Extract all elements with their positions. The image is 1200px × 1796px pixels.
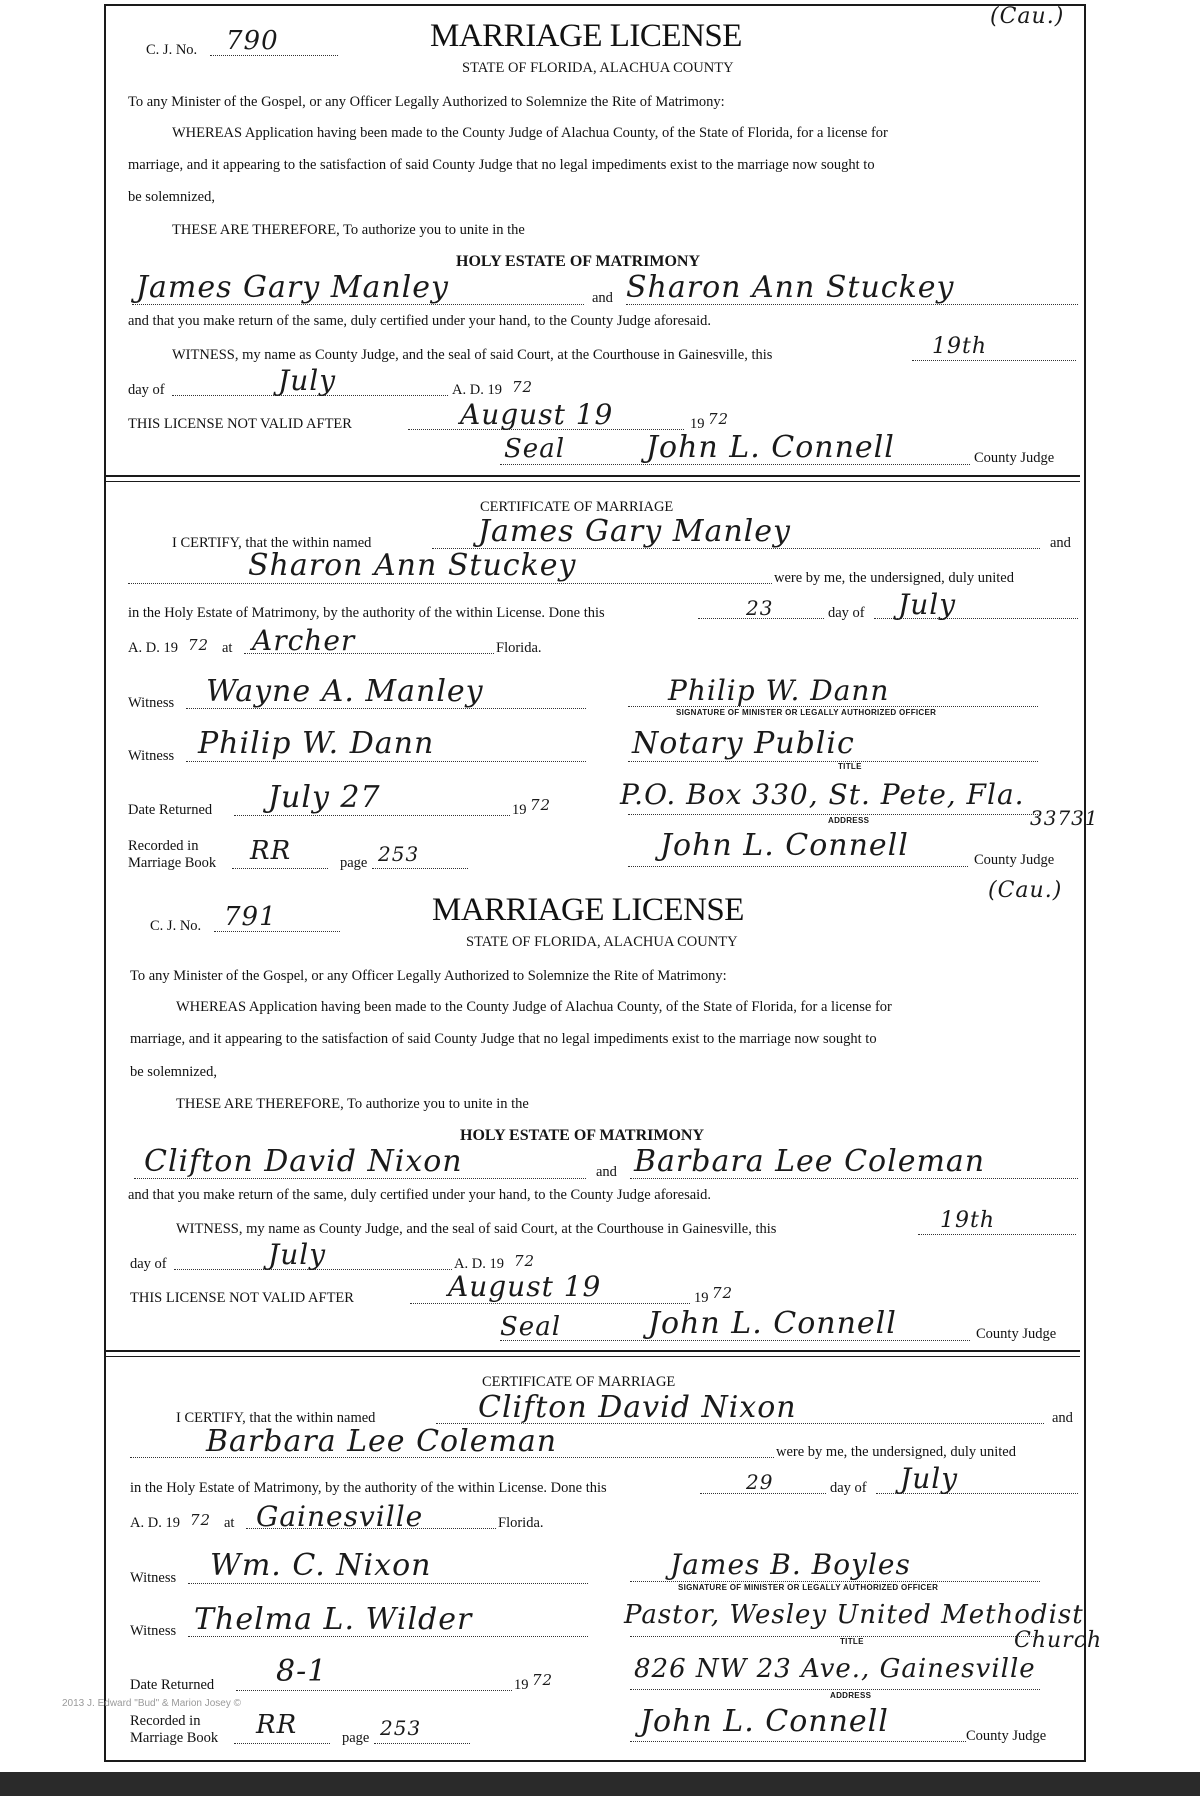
date-returned-line [236,1690,512,1691]
divider-top-2 [106,1350,1080,1352]
date-returned: July 27 [268,780,381,815]
day-of-label: day of [128,382,165,398]
and-word: and [592,290,613,306]
witness-day-line [912,360,1076,361]
license-month: July [268,1238,327,1271]
officer-signature: James B. Boyles [670,1548,911,1581]
cj-number: 791 [224,902,277,932]
cert-judge-line [630,1741,966,1742]
cj-label: C. J. No. [150,918,202,934]
officer-title-cont: Church [1014,1628,1103,1653]
judge-signature: John L. Connell [660,828,909,863]
not-valid-label: THIS LICENSE NOT VALID AFTER [130,1290,354,1306]
certify-label: I CERTIFY, that the within named [176,1410,376,1426]
bride-name: Barbara Lee Coleman [634,1144,986,1179]
not-valid-year: 72 [708,410,730,428]
at-label: at [224,1515,235,1531]
not-valid-date: August 19 [460,398,614,431]
book-line [232,868,328,869]
groom-name: Clifton David Nixon [144,1144,463,1179]
therefore-line: THESE ARE THEREFORE, To authorize you to unite in the [176,1096,529,1112]
certificate-heading: CERTIFICATE OF MARRIAGE [482,1374,676,1390]
date-returned-19: 19 [514,1677,529,1693]
witness1-name: Wayne A. Manley [206,674,484,709]
divider-bottom [106,481,1080,482]
county-judge-label: County Judge [966,1728,1047,1744]
title-caption: TITLE [840,1637,864,1646]
license-title: MARRIAGE LICENSE [430,18,742,54]
page-line [374,1743,470,1744]
scan-edge [0,1772,1200,1796]
page-label: page [340,855,368,871]
officer-title: Pastor, Wesley United Methodist [624,1600,1084,1630]
date-returned: 8-1 [276,1654,328,1689]
copyright-watermark: 2013 J. Edward "Bud" & Marion Josey © [62,1698,241,1709]
cert-year: 72 [190,1511,212,1529]
title-line [628,761,1038,762]
divider-bottom-2 [106,1356,1080,1357]
therefore-line: THESE ARE THEREFORE, To authorize you to unite in the [172,222,525,238]
date-returned-label: Date Returned [130,1677,215,1693]
divider-top [106,475,1080,477]
holy-estate-heading: HOLY ESTATE OF MATRIMONY [456,253,701,270]
cj-label: C. J. No. [146,42,198,58]
whereas-line-3: be solemnized, [128,189,215,205]
license-title: MARRIAGE LICENSE [432,892,744,928]
judge-signature: John L. Connell [640,1704,889,1739]
license-year: 72 [514,1252,536,1270]
whereas-line-1: WHEREAS Application having been made to the County Judge of Alachua County, of the State of Florida, for a license for [176,999,892,1015]
witness2-line [186,761,586,762]
place-name: Gainesville [256,1500,424,1533]
officer-title: Notary Public [632,726,855,761]
date-returned-19: 19 [512,802,527,818]
page-value: 253 [378,842,420,866]
witness1-label: Witness [130,1570,177,1586]
address-line [630,1689,1040,1690]
county-judge-label: County Judge [974,450,1055,466]
cj-number: 790 [226,26,279,56]
holy-estate-heading: HOLY ESTATE OF MATRIMONY [460,1127,705,1144]
witness2-label: Witness [128,748,175,764]
not-valid-date: August 19 [448,1270,602,1303]
certify-bride: Sharon Ann Stuckey [248,548,577,583]
county-judge-label: County Judge [974,852,1055,868]
license-subtitle: STATE OF FLORIDA, ALACHUA COUNTY [466,934,738,950]
county-judge-label: County Judge [976,1326,1057,1342]
not-valid-year: 72 [712,1284,734,1302]
whereas-line-2: marriage, and it appearing to the satisfaction of said County Judge that no legal impediments exist to the marriage now sought to [128,157,875,173]
witness-day: 19th [932,334,988,359]
title-line [630,1636,1040,1637]
ad-label: A. D. 19 [130,1515,180,1531]
recorded-label-1: Recorded in [130,1713,201,1729]
groom-name: James Gary Manley [136,270,449,305]
witness1-line [188,1583,588,1584]
certify-bride: Barbara Lee Coleman [206,1424,558,1459]
book-line [234,1743,330,1744]
officer-line [628,706,1038,707]
bride-name: Sharon Ann Stuckey [626,270,955,305]
seal-mark: Seal [504,434,566,464]
certify-groom: Clifton David Nixon [478,1390,797,1425]
page-line [372,868,468,869]
done-day: 23 [746,596,774,620]
address-line: To any Minister of the Gospel, or any Officer Legally Authorized to Solemnize the Rite of Matrimony: [130,968,727,984]
witness-line: WITNESS, my name as County Judge, and the seal of said Court, at the Courthouse in Gainesville, this [172,347,773,363]
title-caption: TITLE [838,762,862,771]
and-word: and [596,1164,617,1180]
day-of-label: day of [130,1256,167,1272]
day-of-label: day of [830,1480,867,1496]
license-subtitle: STATE OF FLORIDA, ALACHUA COUNTY [462,60,734,76]
address-caption: ADDRESS [828,816,870,825]
done-month: July [898,588,957,621]
cert-judge-line [628,866,968,867]
officer-signature: Philip W. Dann [668,674,890,707]
address-line [628,814,1038,815]
done-day: 29 [746,1470,774,1494]
florida-label: Florida. [498,1515,544,1531]
united-text: were by me, the undersigned, duly united [774,570,1014,586]
ad-label: A. D. 19 [452,382,502,398]
whereas-line-3: be solemnized, [130,1064,217,1080]
officer-address: 826 NW 23 Ave., Gainesville [634,1654,1036,1684]
witness1-name: Wm. C. Nixon [210,1548,432,1583]
cert-year: 72 [188,636,210,654]
witness2-name: Philip W. Dann [198,726,435,761]
page-value: 253 [380,1716,422,1740]
date-returned-year: 72 [532,1671,554,1689]
date-returned-label: Date Returned [128,802,213,818]
license-month: July [278,364,337,397]
florida-label: Florida. [496,640,542,656]
witness1-label: Witness [128,695,175,711]
holy-line: in the Holy Estate of Matrimony, by the authority of the within License. Done this [128,605,605,621]
judge-line [500,464,970,465]
officer-zip: 33731 [1030,806,1099,830]
certify-groom: James Gary Manley [478,514,791,549]
address-line: To any Minister of the Gospel, or any Officer Legally Authorized to Solemnize the Rite of Matrimony: [128,94,725,110]
witness2-label: Witness [130,1623,177,1639]
date-returned-year: 72 [530,796,552,814]
done-month: July [900,1462,959,1495]
ad-label: A. D. 19 [128,640,178,656]
license-year: 72 [512,378,534,396]
witness2-name: Thelma L. Wilder [194,1602,473,1637]
book-value: RR [250,836,292,866]
witness-line: WITNESS, my name as County Judge, and the seal of said Court, at the Courthouse in Gainesville, this [176,1221,777,1237]
not-valid-line [410,1303,690,1304]
book-value: RR [256,1710,298,1740]
certificate-heading: CERTIFICATE OF MARRIAGE [480,499,674,515]
corner-note: (Cau.) [990,4,1065,29]
certify-and: and [1052,1410,1073,1426]
date-returned-line [234,815,510,816]
signature-caption: SIGNATURE OF MINISTER OR LEGALLY AUTHORIZED OFFICER [676,708,937,717]
judge-line [500,1340,970,1341]
recorded-label-2: Marriage Book [130,1730,219,1746]
witness-day: 19th [940,1208,996,1233]
corner-note: (Cau.) [988,878,1063,903]
not-valid-19-prefix: 19 [690,416,705,432]
ad-label: A. D. 19 [454,1256,504,1272]
officer-line [630,1581,1040,1582]
return-line: and that you make return of the same, duly certified under your hand, to the County Judge aforesaid. [128,313,712,329]
not-valid-19-prefix: 19 [694,1290,709,1306]
not-valid-label: THIS LICENSE NOT VALID AFTER [128,416,352,432]
signature-caption: SIGNATURE OF MINISTER OR LEGALLY AUTHORIZED OFFICER [678,1583,939,1592]
officer-address: P.O. Box 330, St. Pete, Fla. [620,778,1025,811]
seal-mark: Seal [500,1312,562,1342]
holy-line: in the Holy Estate of Matrimony, by the authority of the within License. Done this [130,1480,607,1496]
whereas-line-2: marriage, and it appearing to the satisfaction of said County Judge that no legal impediments exist to the marriage now sought to [130,1031,877,1047]
recorded-label-1: Recorded in [128,838,199,854]
place-name: Archer [252,624,356,657]
witness-day-line [918,1234,1076,1235]
certify-bride-line [128,583,772,584]
certify-and: and [1050,535,1071,551]
united-text: were by me, the undersigned, duly united [776,1444,1016,1460]
at-label: at [222,640,233,656]
whereas-line-1: WHEREAS Application having been made to the County Judge of Alachua County, of the State of Florida, for a license for [172,125,888,141]
page-label: page [342,1730,370,1746]
judge-signature: John L. Connell [646,430,895,465]
address-caption: ADDRESS [830,1691,872,1700]
judge-signature: John L. Connell [648,1306,897,1341]
certify-label: I CERTIFY, that the within named [172,535,372,551]
recorded-label-2: Marriage Book [128,855,217,871]
day-of-label: day of [828,605,865,621]
return-line: and that you make return of the same, duly certified under your hand, to the County Judge aforesaid. [128,1187,712,1203]
